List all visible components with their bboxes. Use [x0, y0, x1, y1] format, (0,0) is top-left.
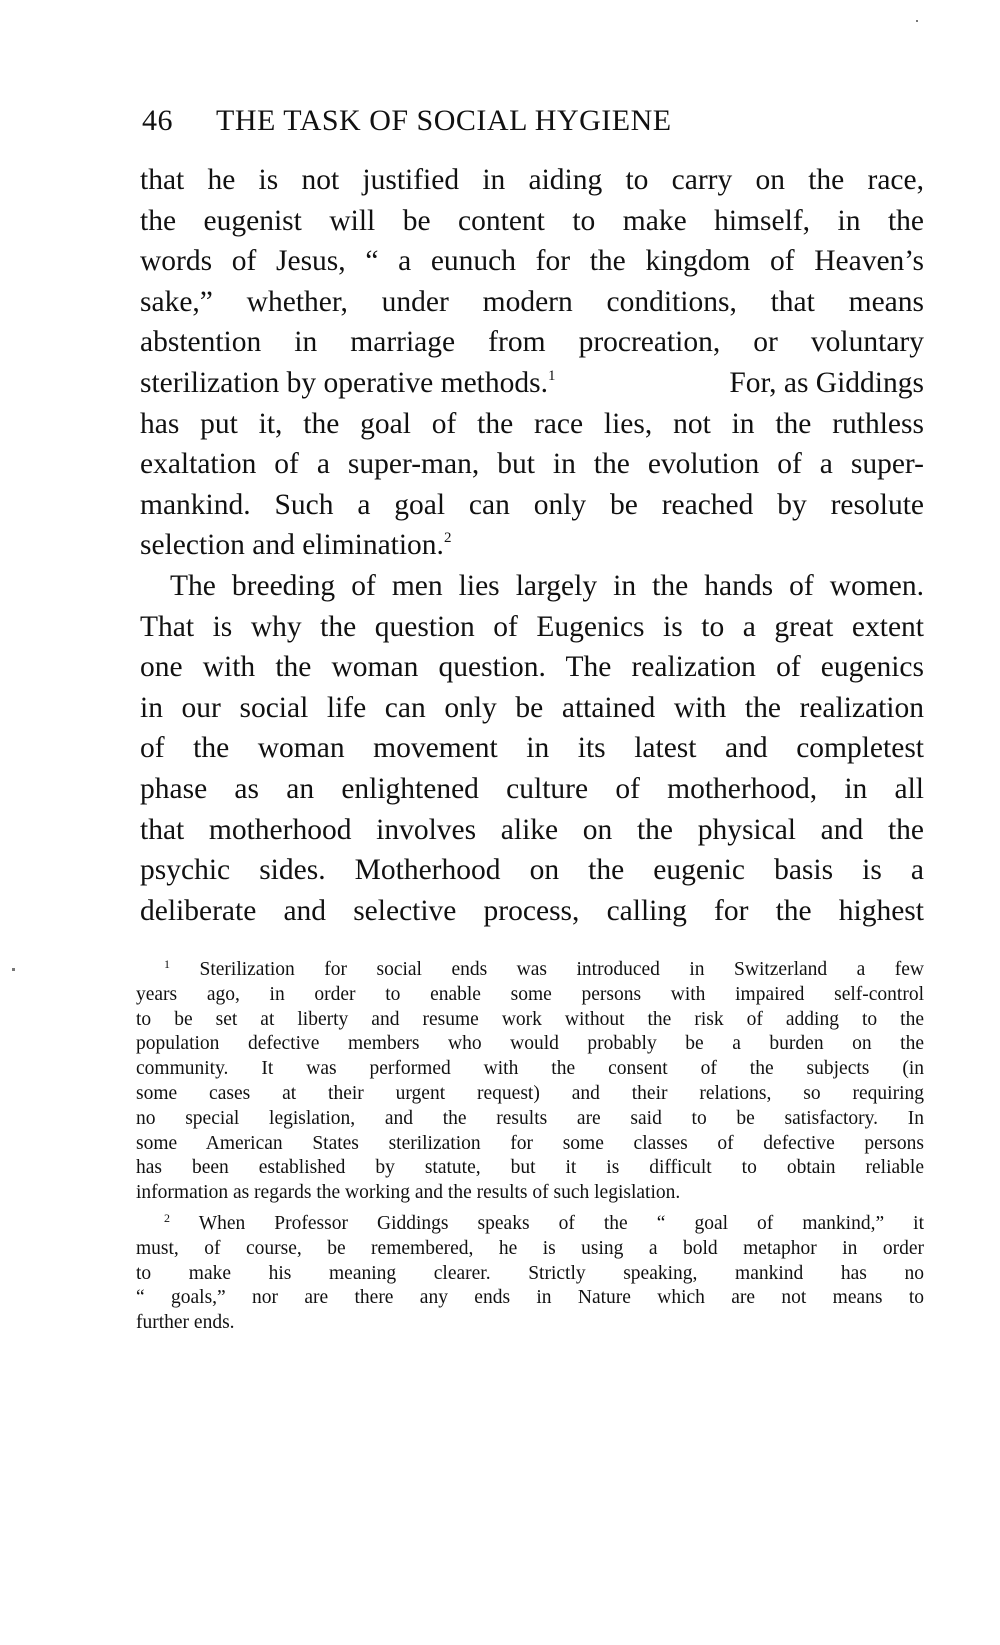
- body-line: exaltation of a super-man, but in the evolution of a super-: [140, 448, 924, 481]
- scan-speck: [916, 20, 918, 22]
- body-line: [140, 363, 924, 404]
- scan-speck: [12, 968, 15, 971]
- body-line: the eugenist will be content to make himself, in the: [140, 204, 924, 237]
- body-line: one with the woman question. The realization of eugenics: [140, 651, 924, 684]
- footnote-line: some American States sterilization for some classes of defective persons: [136, 1132, 924, 1154]
- body-line: The breeding of men lies largely in the hands of women.: [170, 569, 924, 602]
- body-line-part: selection and elimination.: [140, 529, 444, 562]
- body-line: words of Jesus, “ a eunuch for the kingdom of Heaven’s: [140, 245, 924, 278]
- body-line: that he is not justified in aiding to carry on the race,: [140, 164, 924, 196]
- footnote-marker: 1: [164, 957, 170, 971]
- footnote-ref: 1: [547, 367, 556, 384]
- body-line: That is why the question of Eugenics is to a great extent: [140, 610, 924, 643]
- footnote-line: to make his meaning clearer. Strictly speaking, mankind has no: [136, 1262, 924, 1284]
- body-line: of the woman movement in its latest and completest: [140, 732, 924, 765]
- footnote-line: community. It was performed with the consent of the subjects (in: [136, 1058, 924, 1080]
- footnote-line: information as regards the working and the results of such legislation.: [136, 1182, 681, 1204]
- footnote-line: must, of course, be remembered, he is using a bold metaphor in order: [136, 1237, 924, 1259]
- body-line: psychic sides. Motherhood on the eugenic basis is a: [140, 854, 924, 887]
- body-line-part: sterilization by operative methods.: [140, 366, 548, 399]
- footnote-marker: 2: [164, 1210, 170, 1225]
- footnotes: [136, 958, 924, 1336]
- body-line: has put it, the goal of the race lies, not in the ruthless: [140, 407, 924, 440]
- footnote-text: Sterilization for social ends was introduced in Switzerland a few: [199, 959, 924, 980]
- footnote-line: [136, 958, 924, 983]
- footnote-ref: 2: [443, 530, 452, 547]
- body-line: abstention in marriage from procreation, or voluntary: [140, 326, 924, 359]
- body-line: deliberate and selective process, calling for the highest: [140, 894, 924, 927]
- body-line: [140, 525, 924, 566]
- body-line: that motherhood involves alike on the physical and the: [140, 813, 924, 846]
- footnote-line: further ends.: [136, 1312, 235, 1334]
- body-line: phase as an enlightened culture of motherhood, in all: [140, 772, 924, 805]
- body-text: [140, 160, 924, 931]
- footnote-text: When Professor Giddings speaks of the “ goal of mankind,” it: [198, 1212, 924, 1234]
- body-line: sake,” whether, under modern conditions, that means: [140, 285, 924, 318]
- body-line: in our social life can only be attained with the realization: [140, 691, 924, 724]
- footnote-line: some cases at their urgent request) and their relations, so requiring: [136, 1082, 924, 1104]
- footnote-line: “ goals,” nor are there any ends in Nature which are not means to: [136, 1287, 924, 1309]
- footnote-line: to be set at liberty and resume work without the risk of adding to the: [136, 1008, 924, 1030]
- footnote-line: has been established by statute, but it is difficult to obtain reliable: [136, 1157, 924, 1179]
- page-number: 46: [142, 104, 173, 137]
- running-head: THE TASK OF SOCIAL HYGIENE: [216, 104, 672, 137]
- footnote-line: population defective members who would probably be a burden on the: [136, 1033, 924, 1055]
- body-line: mankind. Such a goal can only be reached by resolute: [140, 488, 924, 521]
- page-header: [142, 104, 922, 144]
- footnote-line: [136, 1212, 924, 1237]
- footnote-line: years ago, in order to enable some persons with impaired self-control: [136, 983, 924, 1005]
- footnote-line: no special legislation, and the results are said to be satisfactory. In: [136, 1107, 924, 1129]
- body-line-part: For, as Giddings: [729, 366, 924, 399]
